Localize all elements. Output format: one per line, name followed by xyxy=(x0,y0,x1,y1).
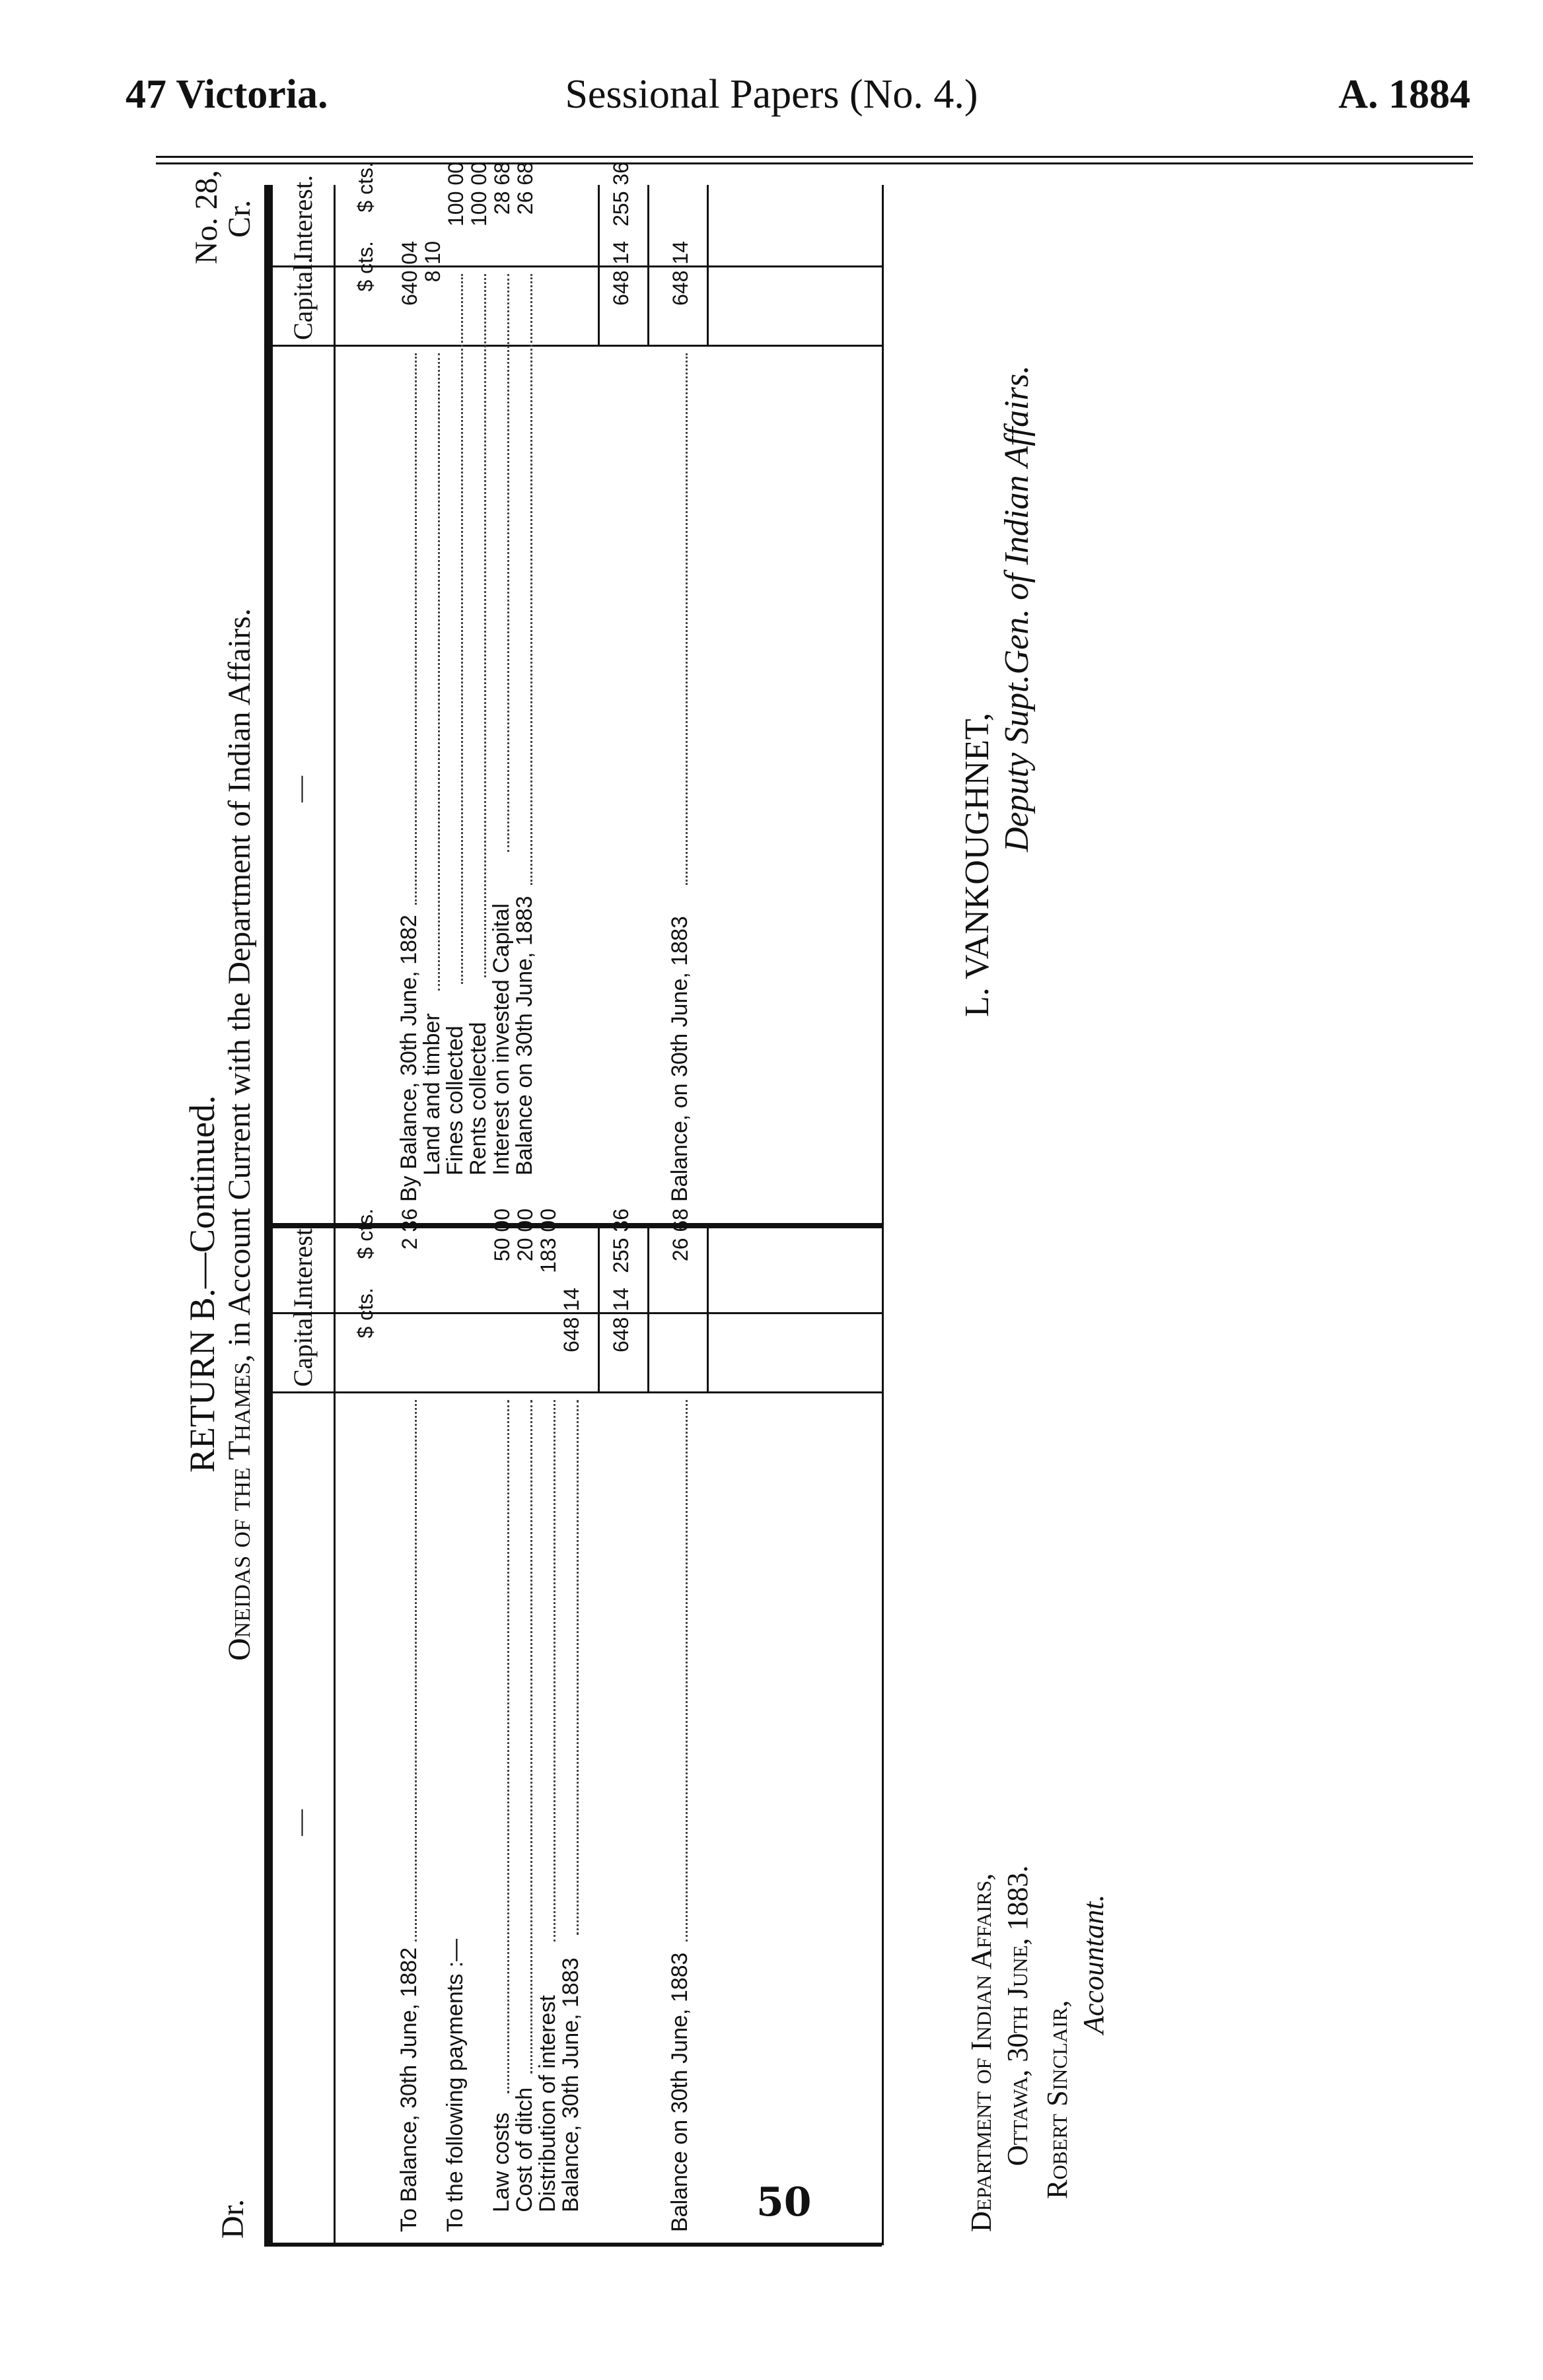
cr-row-capital: 640 04 xyxy=(398,241,421,306)
place-date-line xyxy=(1001,1866,1034,2166)
cr-row-interest: 26 68 xyxy=(513,162,537,215)
dr-final-text: Balance on 30th June, 1883 xyxy=(667,1952,692,2232)
credit-label: Cr. xyxy=(222,199,257,238)
return-title: RETURN B.—Continued. xyxy=(182,1095,222,1473)
table-top-rule xyxy=(264,185,271,2245)
cr-leader xyxy=(484,274,486,977)
cr-row-text: Fines collected xyxy=(443,1026,468,1175)
dr-row-text: To the following payments :— xyxy=(443,1938,468,2232)
dr-particulars-head: — xyxy=(285,1809,314,1836)
header-session: 47 Victoria. xyxy=(126,72,328,117)
place-date: Ottawa, 30th June, 1883. xyxy=(1001,1865,1034,2166)
cr-final-capital: 648 14 xyxy=(668,241,692,306)
table-bottom-rule xyxy=(882,185,884,2245)
dr-row-text: Distribution of interest xyxy=(535,1995,560,2212)
dr-leader xyxy=(415,1400,417,1942)
dr-capital-head: Capital. xyxy=(288,1304,318,1387)
header-publication: Sessional Papers (No. 4.) xyxy=(565,72,978,117)
account-subtitle xyxy=(221,608,258,1661)
cr-row-text: Rents collected xyxy=(466,1022,491,1175)
account-statement xyxy=(165,162,1453,2258)
column-head-rule xyxy=(334,185,336,2245)
cr-total-interest: 255 36 xyxy=(609,162,633,227)
dr-interest-head: Interest. xyxy=(288,1222,318,1308)
cr-capital-rule xyxy=(264,345,882,347)
dr-row-text: Cost of ditch xyxy=(512,2087,537,2212)
cr-interest-units: $ cts. xyxy=(353,162,377,213)
accountant-name xyxy=(1040,2000,1074,2199)
dr-total-capital: 648 14 xyxy=(609,1288,633,1352)
dr-leader xyxy=(686,1400,688,1942)
cr-total-rule xyxy=(598,185,600,347)
dr-row-interest: 20 00 xyxy=(513,1208,537,1262)
cr-row-interest: 100 00 xyxy=(444,162,468,227)
dr-interest-units: $ cts. xyxy=(353,1208,377,1259)
return-number: No. 28, xyxy=(189,170,224,264)
debit-label: Dr. xyxy=(215,2199,250,2239)
page-number: 50 xyxy=(756,2179,812,2225)
dr-final-interest: 26 68 xyxy=(668,1208,692,1262)
dr-row-interest: 2 36 xyxy=(398,1208,421,1250)
cr-leader xyxy=(530,274,532,885)
dr-row-text: To Balance, 30th June, 1882 xyxy=(396,1947,421,2232)
cr-row-interest: 28 68 xyxy=(490,162,514,215)
cr-leader xyxy=(507,274,509,852)
cr-final-rule xyxy=(707,185,709,347)
dr-leader xyxy=(577,1400,579,1935)
dr-final-rule xyxy=(707,1228,709,1393)
signatory-title: Deputy Supt.Gen. of Indian Affairs. xyxy=(998,365,1036,852)
header-rule xyxy=(156,156,1473,158)
dr-leader xyxy=(554,1400,556,1942)
cr-leader xyxy=(415,353,417,905)
cr-row-capital: 8 10 xyxy=(421,241,445,283)
accountant-name-text: Robert Sinclair, xyxy=(1041,2000,1073,2199)
cr-row-interest: 100 00 xyxy=(467,162,491,227)
cr-row-text: Land and timber xyxy=(419,1013,445,1175)
cr-leader xyxy=(461,274,463,984)
cr-particulars-head: — xyxy=(285,776,314,802)
department-line xyxy=(964,1873,998,2232)
subtitle-band-name: Oneidas of the Thames xyxy=(222,1362,257,1661)
dr-row-interest: 183 00 xyxy=(536,1208,560,1273)
dr-row-text: Law costs xyxy=(489,2112,514,2212)
cr-capital-head: Capital. xyxy=(288,257,318,340)
accountant-title: Accountant. xyxy=(1077,1894,1110,2034)
dr-row-interest: 50 00 xyxy=(490,1208,514,1262)
dr-total-underline xyxy=(647,1228,649,1393)
cr-leader xyxy=(438,353,440,991)
cr-total-capital: 648 14 xyxy=(609,241,633,306)
dr-total-rule xyxy=(598,1228,600,1393)
dr-capital-rule xyxy=(264,1391,882,1393)
cr-interest-head: Interest. xyxy=(288,175,318,261)
dr-row-text: Balance, 30th June, 1883 xyxy=(558,1957,583,2212)
table-left-rule xyxy=(264,2243,882,2247)
cr-leader xyxy=(686,353,688,885)
cr-final-text: Balance, on 30th June, 1883 xyxy=(667,916,692,1202)
department-name: Department of Indian Affairs, xyxy=(965,1873,997,2232)
dr-leader xyxy=(507,1400,509,2093)
table-top-rule-thin xyxy=(271,185,273,2245)
header-year: A. 1884 xyxy=(1338,72,1470,117)
cr-row-text: Interest on invested Capital xyxy=(489,903,514,1175)
cr-total-underline xyxy=(647,185,649,347)
signatory-name: L. VANKOUGHNET, xyxy=(958,713,996,1017)
dr-total-interest: 255 36 xyxy=(609,1208,633,1273)
dr-row-capital: 648 14 xyxy=(559,1288,583,1352)
cr-row-text: Balance on 30th June, 1883 xyxy=(512,895,537,1175)
subtitle-rest: , in Account Current with the Department of Indian Affairs. xyxy=(222,608,257,1362)
dr-leader xyxy=(530,1400,532,2074)
dr-capital-units: $ cts. xyxy=(353,1288,377,1339)
cr-capital-units: $ cts. xyxy=(353,241,377,292)
cr-row-text: By Balance, 30th June, 1882 xyxy=(396,915,421,1202)
